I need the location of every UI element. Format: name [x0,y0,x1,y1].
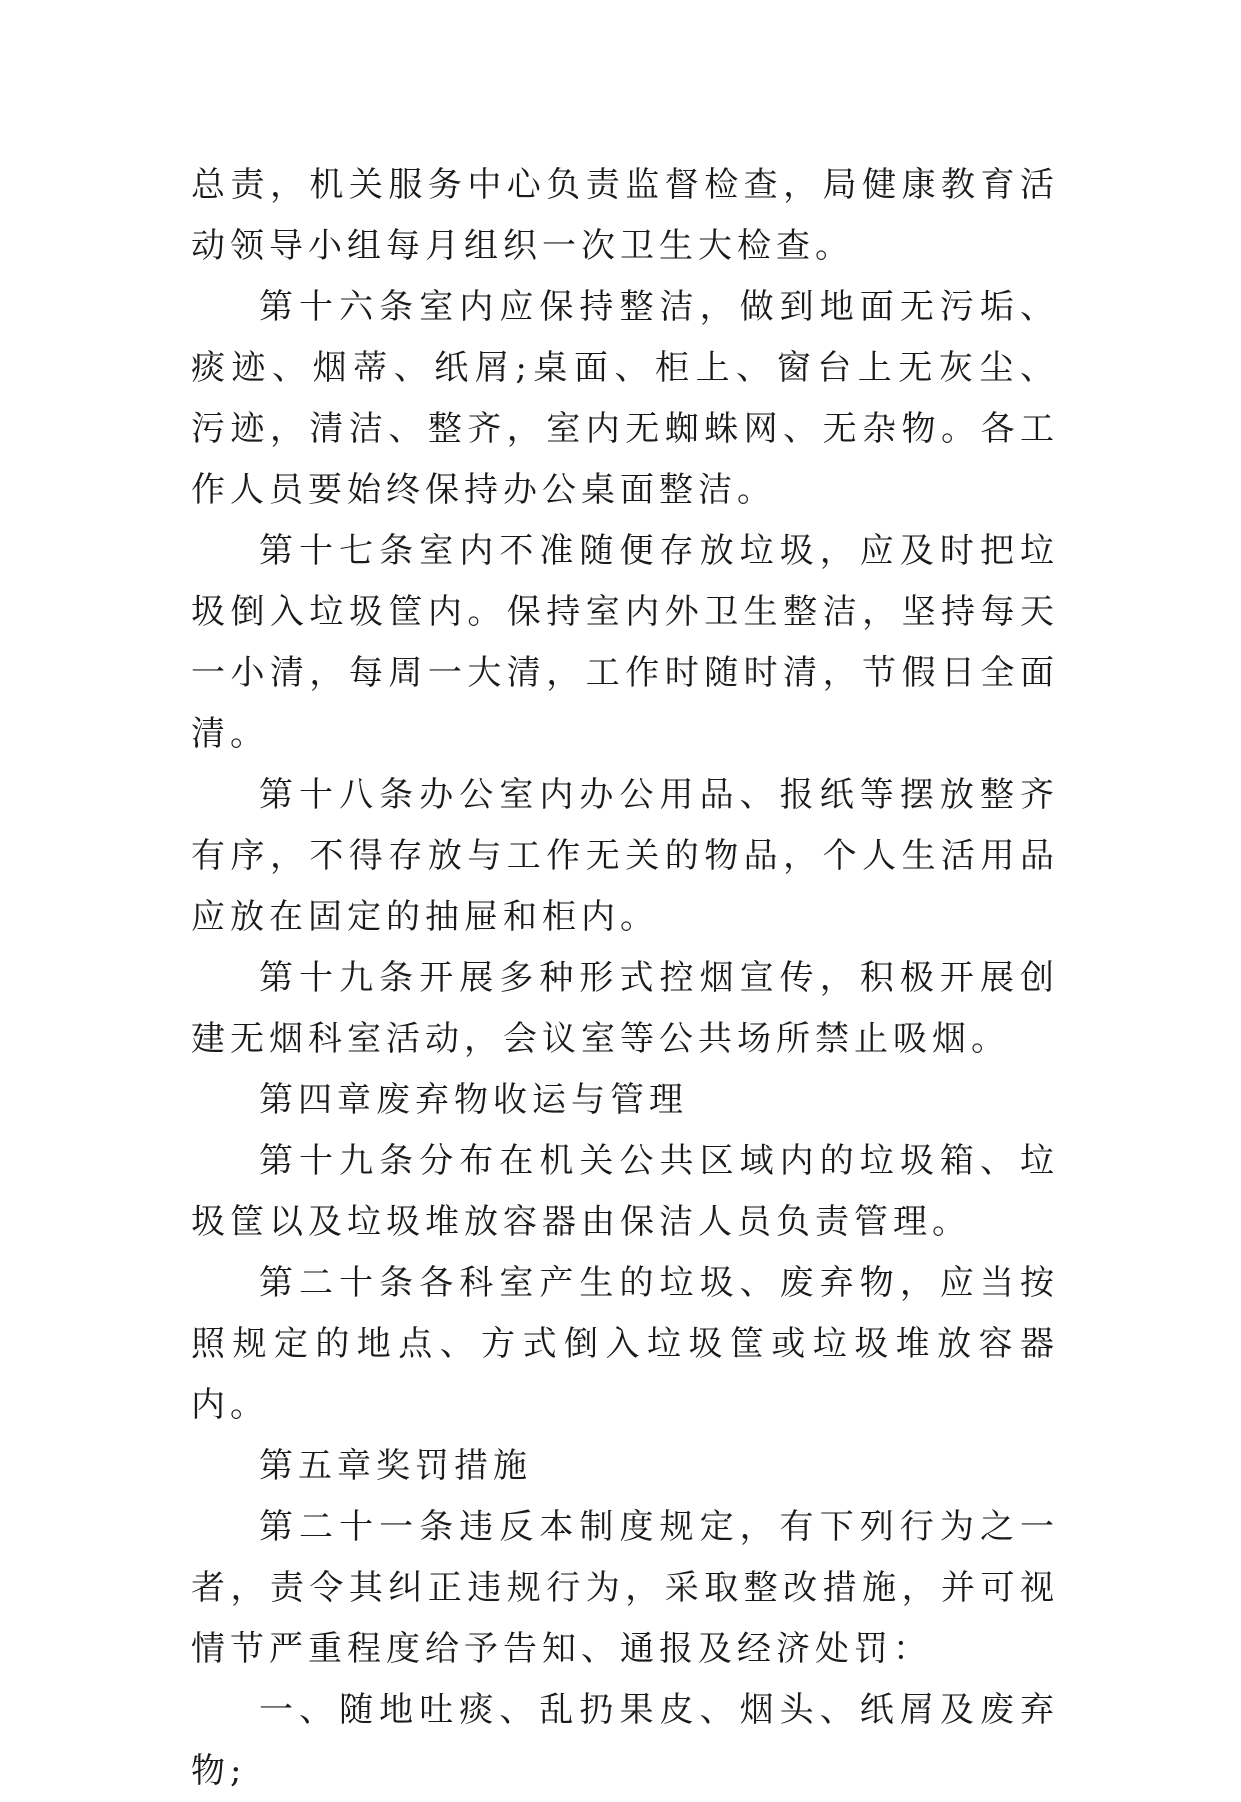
list-item-1: 一、随地吐痰、乱扔果皮、烟头、纸屑及废弃物; [191,1690,1059,1791]
paragraph-article-21: 第二十一条违反本制度规定，有下列行为之一者，责令其纠正违规行为，采取整改措施，并可视情节严重程度给予告知、通报及经济处罚： [191,1507,1059,1669]
paragraph-article-19: 第十九条开展多种形式控烟宣传，积极开展创建无烟科室活动，会议室等公共场所禁止吸烟。 [191,958,1059,1059]
paragraph-article-16: 第十六条室内应保持整洁，做到地面无污垢、痰迹、烟蒂、纸屑;桌面、柜上、窗台上无灰尘、污迹，清洁、整齐，室内无蜘蛛网、无杂物。各工作人员要始终保持办公桌面整洁。 [191,287,1059,510]
chapter-heading-4: 第四章废弃物收运与管理 [259,1080,688,1120]
paragraph-article-17: 第十七条室内不准随便存放垃圾，应及时把垃圾倒入垃圾筐内。保持室内外卫生整洁，坚持每天一小清，每周一大清，工作时随时清，节假日全面清。 [191,531,1059,754]
chapter-heading-5: 第五章奖罚措施 [259,1446,532,1486]
paragraph-continuation: 总责，机关服务中心负责监督检查，局健康教育活动领导小组每月组织一次卫生大检查。 [191,165,1059,266]
paragraph-article-20: 第二十条各科室产生的垃圾、废弃物，应当按照规定的地点、方式倒入垃圾筐或垃圾堆放容器内。 [191,1263,1059,1425]
document-body [191,155,1059,1802]
paragraph-article-19-waste: 第十九条分布在机关公共区域内的垃圾箱、垃圾筐以及垃圾堆放容器由保洁人员负责管理。 [191,1141,1059,1242]
paragraph-article-18: 第十八条办公室内办公用品、报纸等摆放整齐有序，不得存放与工作无关的物品，个人生活用品应放在固定的抽屉和柜内。 [191,775,1059,937]
